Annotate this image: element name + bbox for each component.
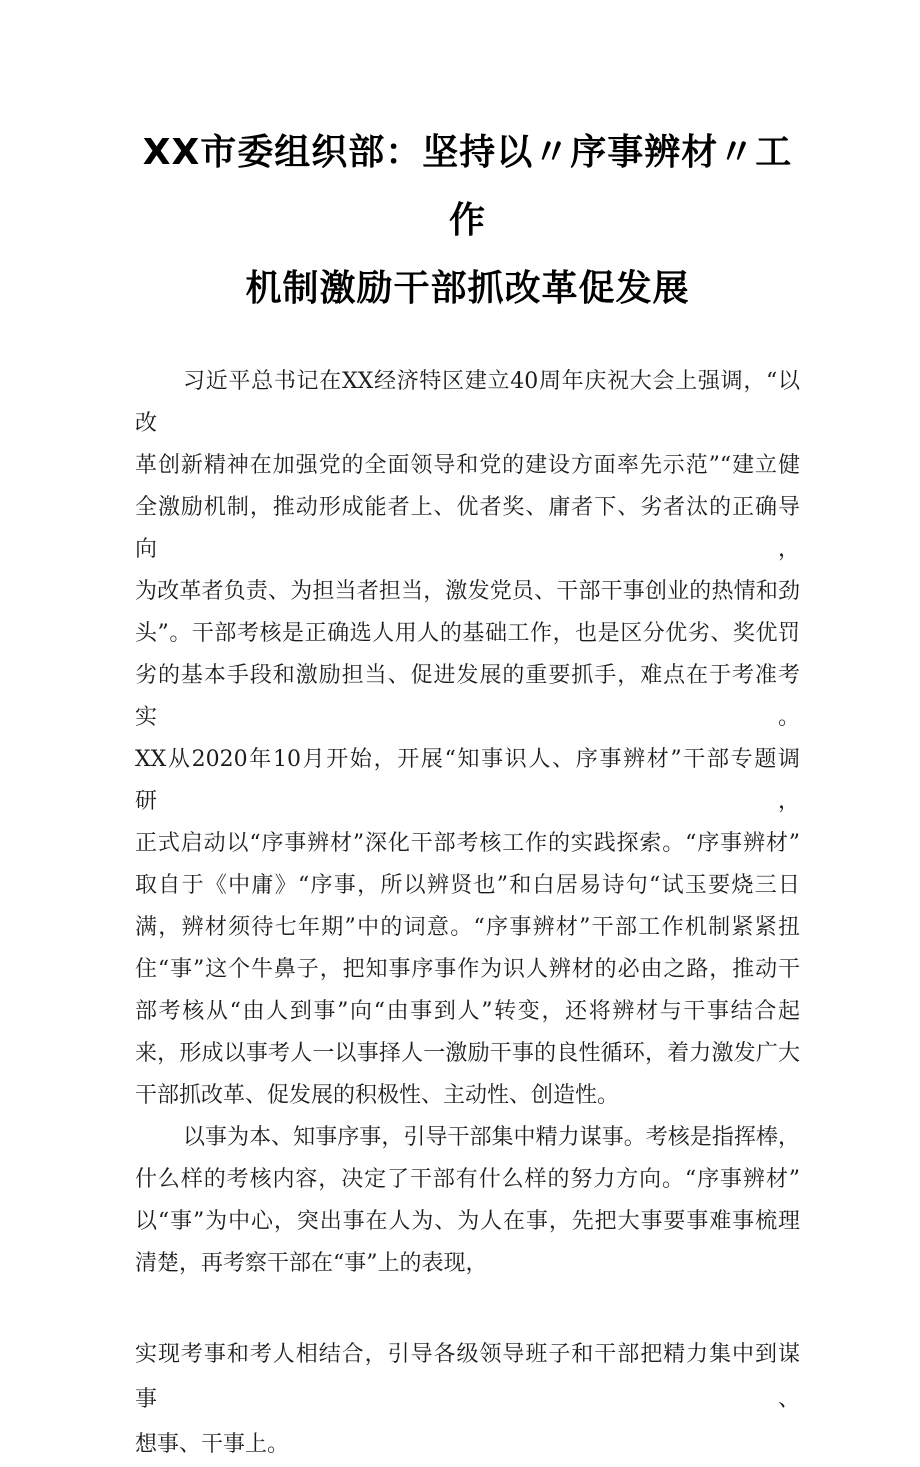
text-line: 全激励机制，推动形成能者上、优者奖、庸者下、劣者汰的正确导向，	[135, 495, 800, 562]
text-line: 满，辨材须待七年期”中的词意。“序事辨材”干部工作机制紧紧扭	[135, 915, 800, 940]
text-line: 住“事”这个牛鼻子，把知事序事作为识人辨材的必由之路，推动干	[135, 957, 800, 982]
title-line-1: XX市委组织部：坚持以〃序事辨材〃工作	[142, 132, 793, 241]
document-body	[135, 361, 800, 1467]
text-line: 劣的基本手段和激励担当、促进发展的重要抓手，难点在于考准考实。	[135, 663, 800, 730]
text-line: 以“事”为中心，突出事在人为、为人在事，先把大事要事难事梳理	[135, 1209, 800, 1234]
text-line: 想事、干事上。	[135, 1432, 290, 1457]
paragraph-2	[135, 1117, 800, 1285]
text-line: 清楚，再考察干部在“事”上的表现，	[135, 1251, 488, 1276]
title-line-2: 机制激励干部抓改革促发展	[245, 268, 690, 309]
paragraph-3	[135, 1332, 800, 1467]
text-line: XX从2020年10月开始，开展“知事识人、序事辨材”干部专题调研，	[135, 747, 800, 814]
text-line: 来，形成以事考人一以事择人一激励干事的良性循环，着力激发广大	[135, 1041, 800, 1066]
text-line: 部考核从“由人到事”向“由事到人”转变，还将辨材与干事结合起	[135, 999, 800, 1024]
text-line: 以事为本、知事序事，引导干部集中精力谋事。考核是指挥棒，	[183, 1125, 800, 1150]
paragraph-1	[135, 361, 800, 1117]
text-line: 习近平总书记在XX经济特区建立40周年庆祝大会上强调，“以改	[135, 369, 800, 436]
text-line: 取自于《中庸》“序事，所以辨贤也”和白居易诗句“试玉要烧三日	[135, 873, 800, 898]
text-line: 干部抓改革、促发展的积极性、主动性、创造性。	[135, 1083, 620, 1108]
text-line: 革创新精神在加强党的全面领导和党的建设方面率先示范”“建立健	[135, 453, 800, 478]
text-line: 为改革者负责、为担当者担当，激发党员、干部干事创业的热情和劲	[135, 579, 800, 604]
text-line: 什么样的考核内容，决定了干部有什么样的努力方向。“序事辨材”	[135, 1167, 800, 1192]
text-line: 正式启动以“序事辨材”深化干部考核工作的实践探索。“序事辨材”	[135, 831, 800, 856]
document-title	[135, 119, 800, 323]
text-line: 头”。干部考核是正确选人用人的基础工作，也是区分优劣、奖优罚	[135, 621, 800, 646]
text-line: 实现考事和考人相结合，引导各级领导班子和干部把精力集中到谋事、	[135, 1342, 800, 1412]
